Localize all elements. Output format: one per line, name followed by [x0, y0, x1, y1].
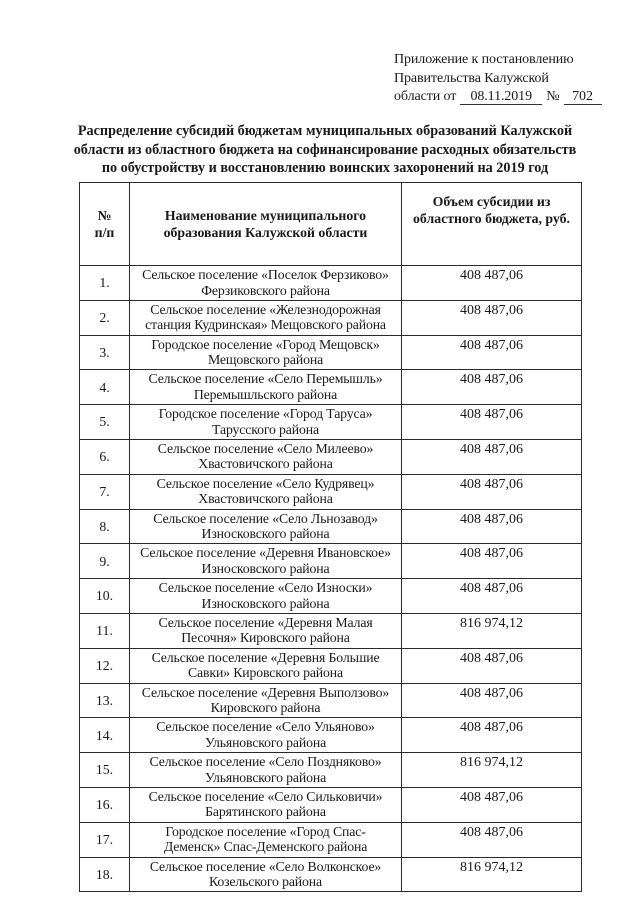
- row-municipality: [130, 787, 402, 822]
- row-subsidy-value: 408 487,06: [402, 335, 582, 370]
- row-number: 16.: [80, 787, 130, 822]
- row-subsidy-value: 408 487,06: [402, 544, 582, 579]
- table-row: [80, 718, 582, 753]
- row-municipality: [130, 439, 402, 474]
- row-municipality: [130, 648, 402, 683]
- row-subsidy-value: 816 974,12: [402, 753, 582, 788]
- row-municipality: [130, 335, 402, 370]
- row-municipality-line-1: Сельское поселение «Железнодорожная: [150, 301, 381, 317]
- row-number: 5.: [80, 405, 130, 440]
- row-municipality-line-1: Сельское поселение «Поселок Ферзиково»: [142, 267, 389, 282]
- header-number: [80, 183, 130, 266]
- table-row: [80, 648, 582, 683]
- row-municipality: [130, 266, 402, 301]
- row-subsidy-value: 408 487,06: [402, 648, 582, 683]
- row-subsidy-value: 408 487,06: [402, 439, 582, 474]
- row-municipality-line-1: Сельское поселение «Село Милеево»: [157, 440, 374, 456]
- row-municipality-line-2: станция Кудринская» Мещовского района: [145, 317, 386, 333]
- appendix-block: [394, 51, 634, 107]
- row-municipality-line-2: Износковского района: [201, 560, 330, 576]
- row-number: 8.: [80, 509, 130, 544]
- appendix-number-label: №: [546, 89, 560, 104]
- row-municipality-line-2: Деменск» Спас-Деменского района: [163, 839, 368, 855]
- table-row: [80, 579, 582, 614]
- row-municipality-line-1: Городское поселение «Город Мещовск»: [151, 336, 380, 352]
- table-row: [80, 405, 582, 440]
- table-row: [80, 266, 582, 301]
- table-row: [80, 683, 582, 718]
- title-line-1: Распределение субсидий бюджетам муниципальных образований Калужской: [77, 123, 573, 139]
- table-row: [80, 335, 582, 370]
- row-municipality-line-2: Савки» Кировского района: [188, 665, 343, 681]
- row-number: 15.: [80, 753, 130, 788]
- row-municipality-line-1: Городское поселение «Город Таруса»: [158, 406, 373, 422]
- row-municipality-line-1: Сельское поселение «Село Износки»: [158, 580, 373, 596]
- row-number: 4.: [80, 370, 130, 405]
- row-subsidy-value: 408 487,06: [402, 683, 582, 718]
- row-municipality-line-2: Козельского района: [209, 874, 322, 890]
- row-municipality-line-2: Ульяновского района: [204, 734, 327, 750]
- row-municipality: [130, 300, 402, 335]
- header-number-line-2: п/п: [94, 225, 115, 240]
- header-value-line-2: областного бюджета, руб.: [413, 211, 570, 226]
- row-number: 13.: [80, 683, 130, 718]
- header-name-line-1: Наименование муниципального: [164, 208, 367, 223]
- row-municipality-line-1: Сельское поселение «Село Поздняково»: [149, 754, 382, 770]
- table-row: [80, 544, 582, 579]
- row-number: 14.: [80, 718, 130, 753]
- subsidy-table: [79, 182, 582, 892]
- row-municipality: [130, 509, 402, 544]
- table-row: [80, 370, 582, 405]
- row-municipality: [130, 857, 402, 892]
- row-municipality: [130, 579, 402, 614]
- appendix-line-3: [394, 88, 634, 107]
- table-row: [80, 509, 582, 544]
- row-municipality-line-1: Сельское поселение «Деревня Большие: [151, 649, 380, 665]
- title-line-2: области из областного бюджета на софинансирование расходных обязательств: [73, 141, 577, 158]
- appendix-line-1: Приложение к постановлению: [394, 52, 574, 67]
- header-value-line-1: Объем субсидии из: [432, 194, 551, 209]
- row-municipality-line-1: Сельское поселение «Село Волконское»: [149, 858, 382, 874]
- row-subsidy-value: 408 487,06: [402, 787, 582, 822]
- table-row: [80, 753, 582, 788]
- appendix-date-prefix: области от: [394, 89, 457, 104]
- appendix-date: 08.11.2019: [460, 89, 542, 105]
- row-municipality-line-2: Песочня» Кировского района: [181, 630, 350, 646]
- row-subsidy-value: 408 487,06: [402, 509, 582, 544]
- table-row: [80, 857, 582, 892]
- row-municipality-line-1: Сельское поселение «Село Льнозавод»: [153, 510, 378, 526]
- header-name-line-2: образования Калужской области: [163, 225, 368, 240]
- row-subsidy-value: 816 974,12: [402, 857, 582, 892]
- row-number: 11.: [80, 613, 130, 648]
- row-number: 6.: [80, 439, 130, 474]
- row-municipality-line-2: Износковского района: [201, 595, 330, 611]
- row-municipality-line-2: Перемышльского района: [193, 386, 338, 402]
- row-number: 10.: [80, 579, 130, 614]
- row-number: 2.: [80, 300, 130, 335]
- row-municipality: [130, 370, 402, 405]
- row-municipality-line-2: Ульяновского района: [204, 769, 327, 785]
- row-subsidy-value: 408 487,06: [402, 370, 582, 405]
- row-municipality-line-1: Сельское поселение «Село Сильковичи»: [148, 788, 383, 804]
- row-municipality-line-1: Сельское поселение «Деревня Выползово»: [141, 684, 390, 700]
- row-subsidy-value: 408 487,06: [402, 266, 582, 301]
- row-subsidy-value: 408 487,06: [402, 579, 582, 614]
- row-number: 18.: [80, 857, 130, 892]
- row-municipality-line-2: Кировского района: [210, 700, 321, 716]
- table-row: [80, 474, 582, 509]
- row-municipality-line-2: Мещовского района: [207, 352, 324, 368]
- header-name: [130, 183, 402, 266]
- row-municipality: [130, 753, 402, 788]
- row-municipality: [130, 613, 402, 648]
- row-municipality: [130, 544, 402, 579]
- header-value: [402, 183, 582, 266]
- row-municipality-line-2: Барятинского района: [205, 804, 326, 820]
- header-number-line-1: №: [97, 208, 112, 223]
- row-municipality-line-1: Сельское поселение «Деревня Малая: [158, 614, 373, 630]
- row-number: 17.: [80, 822, 130, 857]
- row-subsidy-value: 408 487,06: [402, 474, 582, 509]
- row-municipality-line-2: Тарусского района: [212, 421, 319, 437]
- row-municipality-line-2: Хвастовичского района: [198, 456, 333, 472]
- row-number: 7.: [80, 474, 130, 509]
- row-subsidy-value: 408 487,06: [402, 405, 582, 440]
- table-row: [80, 822, 582, 857]
- row-municipality: [130, 822, 402, 857]
- row-municipality-line-2: Ферзиковского района: [201, 282, 330, 298]
- document-title: [60, 122, 590, 178]
- row-subsidy-value: 816 974,12: [402, 613, 582, 648]
- row-subsidy-value: 408 487,06: [402, 822, 582, 857]
- row-number: 9.: [80, 544, 130, 579]
- row-municipality-line-1: Сельское поселение «Село Ульяново»: [156, 719, 375, 735]
- row-municipality: [130, 405, 402, 440]
- row-municipality: [130, 683, 402, 718]
- appendix-number: 702: [564, 89, 602, 105]
- row-municipality-line-2: Износковского района: [201, 526, 330, 542]
- row-number: 3.: [80, 335, 130, 370]
- row-subsidy-value: 408 487,06: [402, 300, 582, 335]
- row-municipality: [130, 718, 402, 753]
- table-header-row: [80, 183, 582, 266]
- title-line-3: по обустройству и восстановлению воинских захоронений на 2019 год: [101, 160, 549, 176]
- row-municipality-line-1: Сельское поселение «Село Перемышль»: [148, 371, 383, 387]
- table-row: [80, 613, 582, 648]
- row-municipality-line-1: Сельское поселение «Село Кудрявец»: [156, 475, 375, 491]
- appendix-line-2: Правительства Калужской: [394, 70, 549, 86]
- row-subsidy-value: 408 487,06: [402, 718, 582, 753]
- row-municipality-line-1: Сельское поселение «Деревня Ивановское»: [140, 545, 391, 561]
- row-number: 1.: [80, 266, 130, 301]
- row-municipality: [130, 474, 402, 509]
- row-number: 12.: [80, 648, 130, 683]
- table-row: [80, 439, 582, 474]
- row-municipality-line-2: Хвастовичского района: [198, 491, 333, 507]
- table-row: [80, 300, 582, 335]
- row-municipality-line-1: Городское поселение «Город Спас-: [165, 823, 366, 839]
- table-row: [80, 787, 582, 822]
